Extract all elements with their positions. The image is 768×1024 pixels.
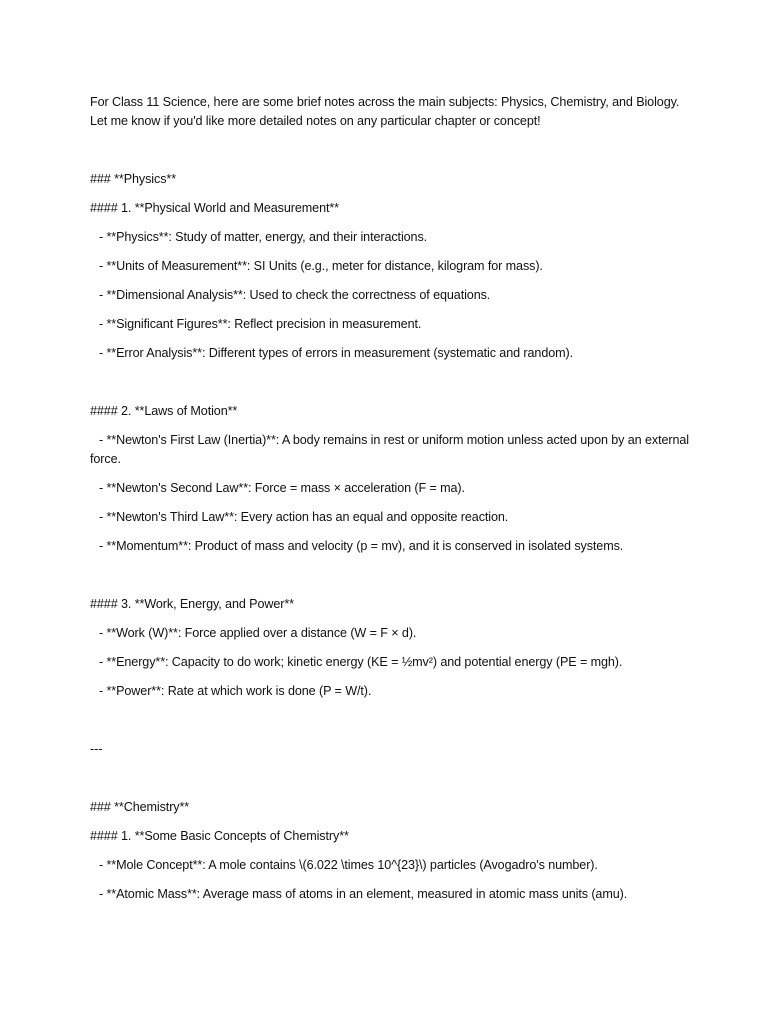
list-item: - **Newton's Second Law**: Force = mass × acceleration (F = ma). <box>99 481 465 495</box>
physics-heading: ### **Physics** <box>90 172 177 186</box>
list-item: - **Work (W)**: Force applied over a distance (W = F × d). <box>99 626 417 640</box>
intro-line-1: For Class 11 Science, here are some brief notes across the main subjects: Physics, Chemistry, and Biology. <box>90 95 680 109</box>
intro-line-2: Let me know if you'd like more detailed notes on any particular chapter or concept! <box>90 114 541 128</box>
list-item: - **Newton's First Law (Inertia)**: A body remains in rest or uniform motion unless acted upon by an external force. <box>90 433 689 466</box>
list-item: - **Significant Figures**: Reflect precision in measurement. <box>99 317 422 331</box>
list-item: - **Newton's Third Law**: Every action has an equal and opposite reaction. <box>99 510 509 524</box>
list-item: - **Energy**: Capacity to do work; kinetic energy (KE = ½mv²) and potential energy (PE = mgh). <box>99 655 623 669</box>
list-item: - **Physics**: Study of matter, energy, and their interactions. <box>99 230 428 244</box>
chemistry-section-1-heading: #### 1. **Some Basic Concepts of Chemistry** <box>90 829 349 843</box>
list-item: - **Units of Measurement**: SI Units (e.g., meter for distance, kilogram for mass). <box>99 259 543 273</box>
list-item: - **Error Analysis**: Different types of errors in measurement (systematic and random). <box>99 346 574 360</box>
list-item: - **Momentum**: Product of mass and velocity (p = mv), and it is conserved in isolated systems. <box>99 539 624 553</box>
chemistry-heading: ### **Chemistry** <box>90 800 190 814</box>
list-item: - **Atomic Mass**: Average mass of atoms in an element, measured in atomic mass units (amu). <box>99 887 628 901</box>
section-divider: --- <box>90 742 103 756</box>
physics-section-3-heading: #### 3. **Work, Energy, and Power** <box>90 597 294 611</box>
physics-section-2-heading: #### 2. **Laws of Motion** <box>90 404 238 418</box>
physics-section-1-heading: #### 1. **Physical World and Measurement** <box>90 201 339 215</box>
list-item: - **Dimensional Analysis**: Used to check the correctness of equations. <box>99 288 491 302</box>
list-item: - **Power**: Rate at which work is done (P = W/t). <box>99 684 372 698</box>
list-item: - **Mole Concept**: A mole contains \(6.022 \times 10^{23}\) particles (Avogadro's number). <box>99 858 598 872</box>
